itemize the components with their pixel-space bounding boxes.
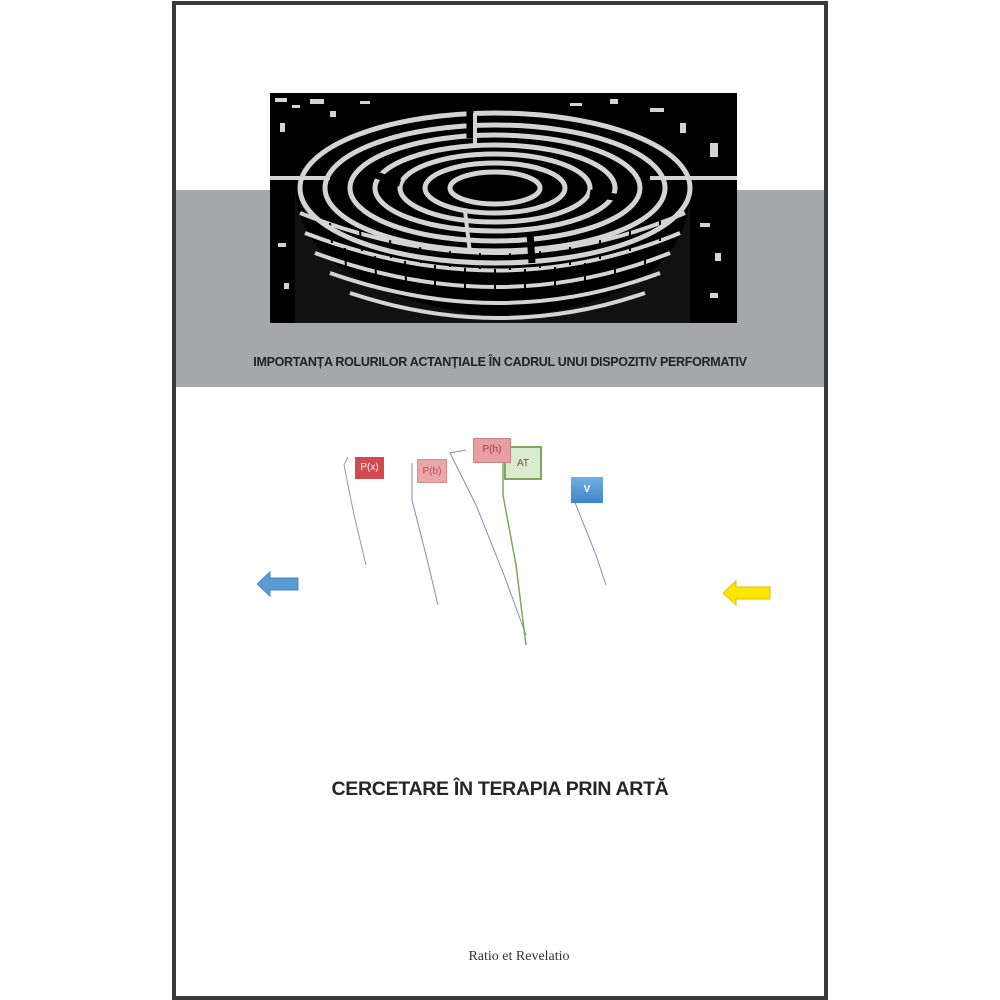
left-arrow-icon [257, 571, 299, 597]
labyrinth-image [270, 93, 737, 323]
label-v: V [571, 477, 603, 503]
publisher-name: Ratio et Revelatio [468, 949, 570, 964]
labyrinth-drawing [270, 93, 737, 323]
label-ph: P(h) [473, 438, 511, 463]
label-pb: P(b) [417, 459, 447, 483]
book-cover [172, 1, 828, 1000]
label-at: AT [504, 446, 542, 480]
label-px: P(x) [355, 457, 384, 479]
book-tagline: IMPORTANȚA ROLURILOR ACTANȚIALE ÎN CADRUL UNUI DISPOZITIV PERFORMATIV [253, 355, 747, 369]
right-arrow-icon [723, 580, 771, 606]
series-name: CERCETARE ÎN TERAPIA PRIN ARTĂ [331, 778, 669, 800]
